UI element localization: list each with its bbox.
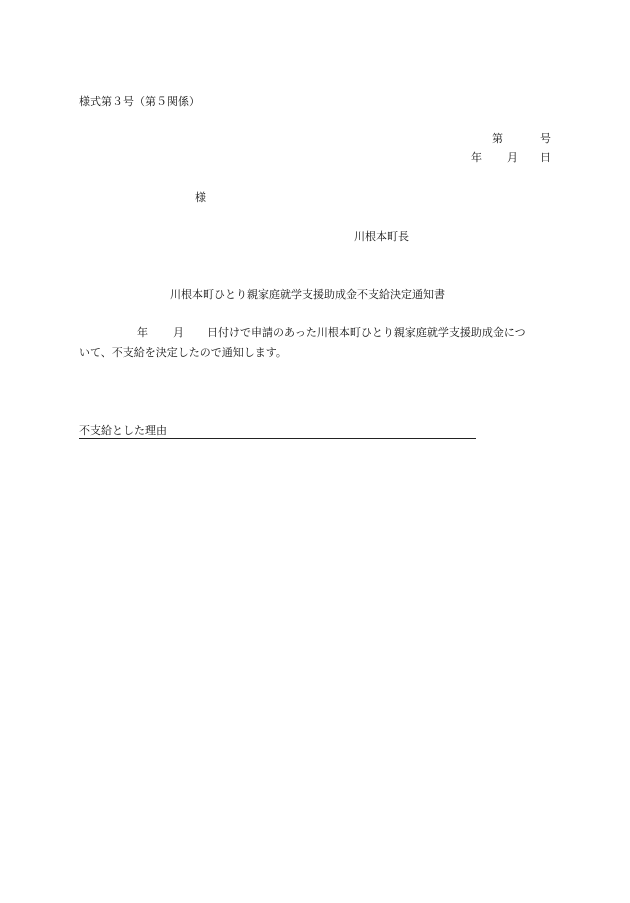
addressee-honorific: 様	[195, 191, 206, 204]
reason-label: 不支給とした理由	[79, 424, 167, 437]
body-text-line-2: いて、不支給を決定したので通知します。	[79, 346, 287, 359]
document-number-label: 第	[492, 132, 503, 145]
form-number: 様式第３号（第５関係）	[79, 95, 200, 108]
body-year-label: 年	[137, 326, 148, 339]
date-day-label: 日	[540, 151, 551, 164]
date-month-label: 月	[507, 151, 518, 164]
document-title: 川根本町ひとり親家庭就学支援助成金不支給決定通知書	[170, 288, 445, 301]
date-year-label: 年	[471, 151, 482, 164]
issuer-name: 川根本町長	[354, 230, 409, 243]
reason-underline	[79, 438, 476, 439]
body-text-line-1: 日付けで申請のあった川根本町ひとり親家庭就学支援助成金につ	[207, 326, 526, 339]
body-month-label: 月	[173, 326, 184, 339]
document-number-suffix: 号	[540, 132, 551, 145]
